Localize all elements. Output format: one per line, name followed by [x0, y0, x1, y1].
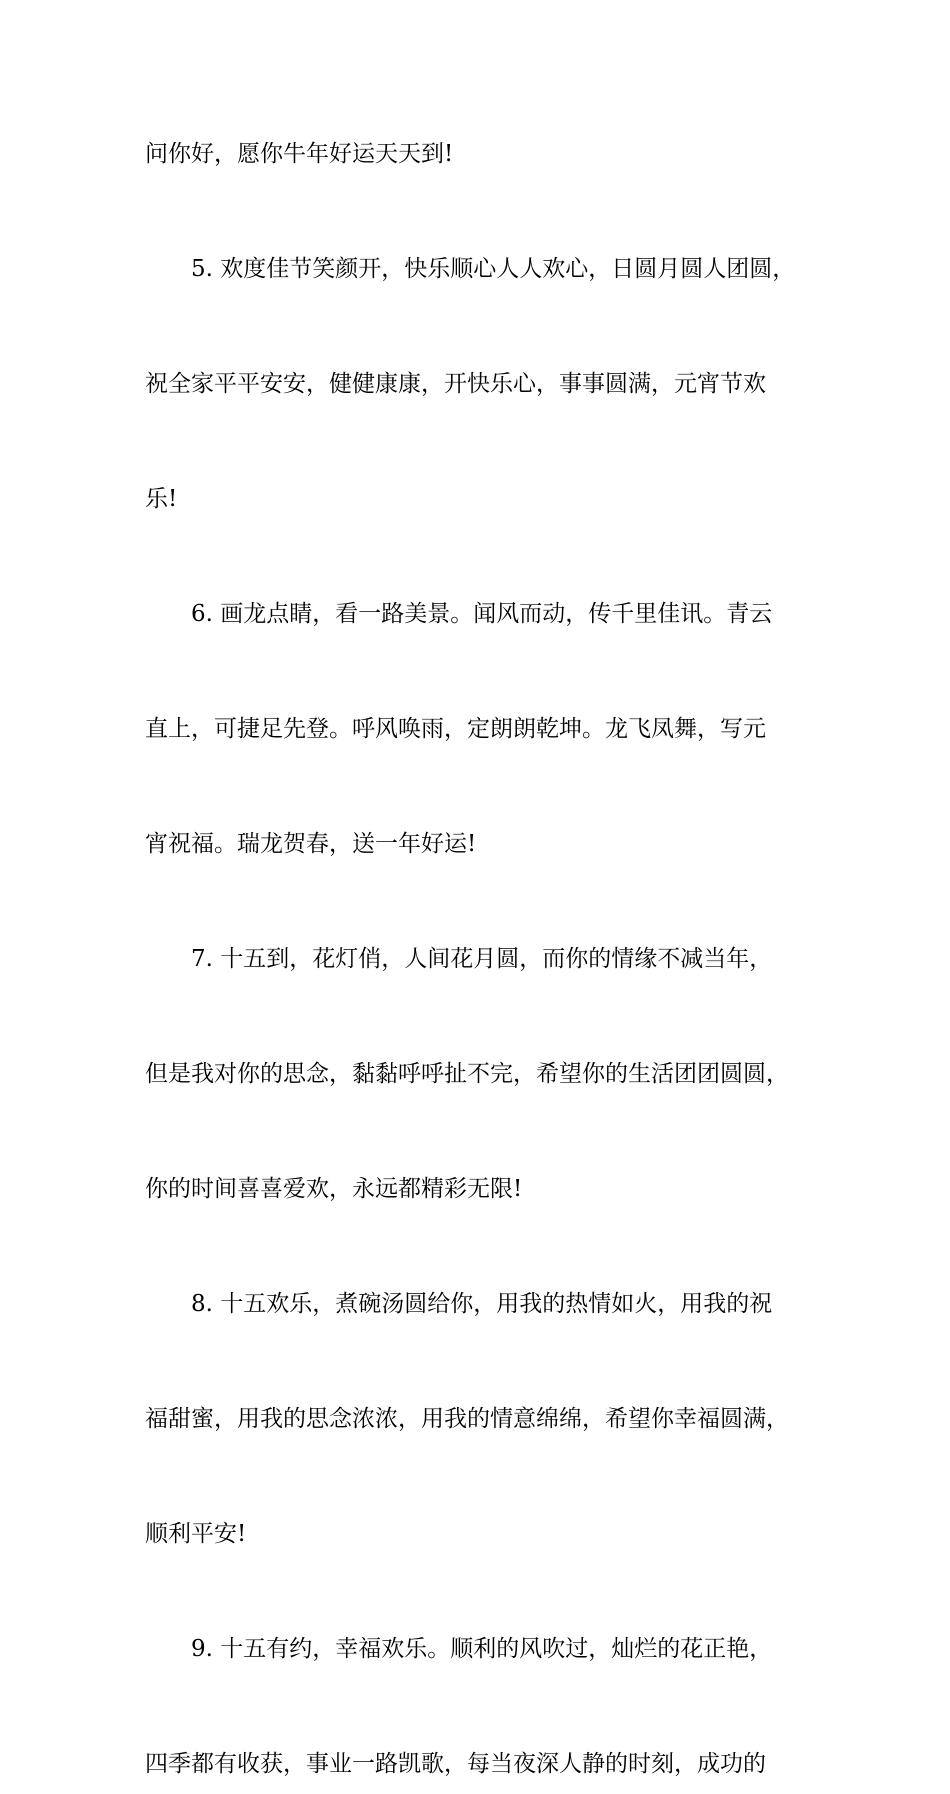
text-line: 7. 十五到，花灯俏，人间花月圆，而你的情缘不减当年，	[191, 946, 773, 972]
blank-line	[145, 759, 835, 817]
blank-line	[145, 414, 835, 472]
blank-line	[145, 1219, 835, 1277]
blank-line	[145, 1334, 835, 1392]
blank-line	[145, 874, 835, 932]
blank-line	[145, 989, 835, 1047]
text-line: 问你好，愿你牛年好运天天到!	[145, 141, 454, 167]
blank-line	[145, 1104, 835, 1162]
text-line: 6. 画龙点睛，看一路美景。闻风而动，传千里佳讯。青云	[191, 601, 773, 627]
blank-line	[145, 299, 835, 357]
text-line: 祝全家平平安安，健健康康，开快乐心，事事圆满，元宵节欢	[145, 371, 766, 397]
text-line: 你的时间喜喜爱欢，永远都精彩无限!	[145, 1176, 523, 1202]
blank-line	[145, 644, 835, 702]
blank-line	[145, 1449, 835, 1507]
text-line: 5. 欢度佳节笑颜开，快乐顺心人人欢心，日圆月圆人团圆，	[191, 256, 796, 282]
text-line: 顺利平安!	[145, 1521, 247, 1547]
text-line: 直上，可捷足先登。呼风唤雨，定朗朗乾坤。龙飞凤舞，写元	[145, 716, 766, 742]
text-line: 8. 十五欢乐，煮碗汤圆给你，用我的热情如火，用我的祝	[191, 1291, 773, 1317]
text-line: 四季都有收获，事业一路凯歌，每当夜深人静的时刻，成功的	[145, 1751, 766, 1777]
text-line: 福甜蜜，用我的思念浓浓，用我的情意绵绵，希望你幸福圆满，	[145, 1406, 789, 1432]
blank-line	[145, 1564, 835, 1622]
text-line: 9. 十五有约，幸福欢乐。顺利的风吹过，灿烂的花正艳，	[191, 1636, 773, 1662]
text-line: 但是我对你的思念，黏黏呼呼扯不完，希望你的生活团团圆圆，	[145, 1061, 789, 1087]
text-line: 宵祝福。瑞龙贺春，送一年好运!	[145, 831, 477, 857]
blank-line	[145, 1679, 835, 1737]
text-line: 乐!	[145, 486, 178, 512]
document-body	[145, 126, 835, 1794]
blank-line	[145, 529, 835, 587]
blank-line	[145, 184, 835, 242]
